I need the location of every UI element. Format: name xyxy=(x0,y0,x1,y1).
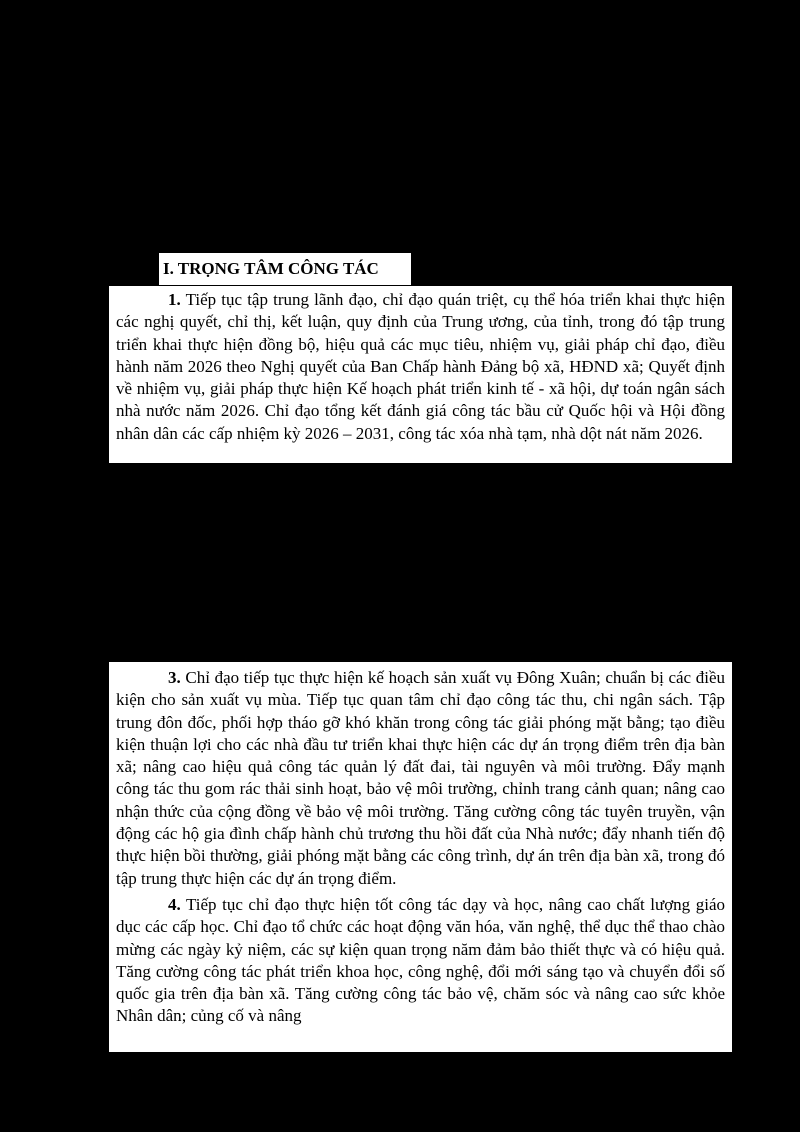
text-block-2 xyxy=(109,662,732,1052)
text-block-1 xyxy=(109,286,732,463)
paragraph-number: 4. xyxy=(168,894,181,914)
paragraph-text: Chỉ đạo tiếp tục thực hiện kế hoạch sản xuất vụ Đông Xuân; chuẩn bị các điều kiện cho sản xuất vụ mùa. Tiếp tục quan tâm chỉ đạo công tác thu, chi ngân sách. Tập trung đôn đốc, phối hợp tháo gỡ khó khăn trong công tác giải phóng mặt bằng; tạo điều kiện thuận lợi cho các nhà đầu tư triển khai thực hiện các dự án trọng điểm trên địa bàn xã; nâng cao hiệu quả công tác quản lý đất đai, tài nguyên và môi trường. Đẩy mạnh công tác thu gom rác thải sinh hoạt, bảo vệ môi trường, chỉnh trang cảnh quan; nâng cao nhận thức của cộng đồng về bảo vệ môi trường. Tăng cường công tác tuyên truyền, vận động các hộ gia đình chấp hành chủ trương thu hồi đất của Nhà nước; đẩy nhanh tiến độ thực hiện bồi thường, giải phóng mặt bằng các công trình, dự án trên địa bàn xã, trong đó tập trung thực hiện các dự án trọng điểm. xyxy=(116,668,725,888)
paragraph-number: 3. xyxy=(168,668,181,687)
paragraph-3 xyxy=(116,667,725,890)
paragraph-number: 1. xyxy=(168,290,181,309)
paragraph-text: Tiếp tục tập trung lãnh đạo, chỉ đạo quán triệt, cụ thể hóa triển khai thực hiện các nghị quyết, chỉ thị, kết luận, quy định của Trung ương, của tỉnh, trong đó tập trung triển khai thực hiện đồng bộ, hiệu quả các mục tiêu, nhiệm vụ, giải pháp chỉ đạo, điều hành năm 2026 theo Nghị quyết của Ban Chấp hành Đảng bộ xã, HĐND xã; Quyết định về nhiệm vụ, giải pháp thực hiện Kế hoạch phát triển kinh tế - xã hội, dự toán ngân sách nhà nước năm 2026. Chỉ đạo tổng kết đánh giá công tác bầu cử Quốc hội và Hội đồng nhân dân các cấp nhiệm kỳ 2026 – 2031, công tác xóa nhà tạm, nhà dột nát năm 2026. xyxy=(116,290,725,443)
paragraph-1 xyxy=(116,289,725,445)
paragraph-4 xyxy=(116,894,725,1028)
paragraph-text: Tiếp tục chỉ đạo thực hiện tốt công tác dạy và học, nâng cao chất lượng giáo dục các cấp học. Chỉ đạo tổ chức các hoạt động văn hóa, văn nghệ, thể dục thể thao chào mừng các ngày kỷ niệm, các sự kiện quan trọng năm đảm bảo thiết thực và có hiệu quả. Tăng cường công tác phát triển khoa học, công nghệ, đổi mới sáng tạo và chuyển đổi số quốc gia trên địa bàn xã. Tăng cường công tác bảo vệ, chăm sóc và nâng cao sức khỏe Nhân dân; củng cố và nâng xyxy=(116,894,725,1026)
section-heading-text: I. TRỌNG TÂM CÔNG TÁC xyxy=(163,259,379,278)
section-heading xyxy=(159,253,411,285)
